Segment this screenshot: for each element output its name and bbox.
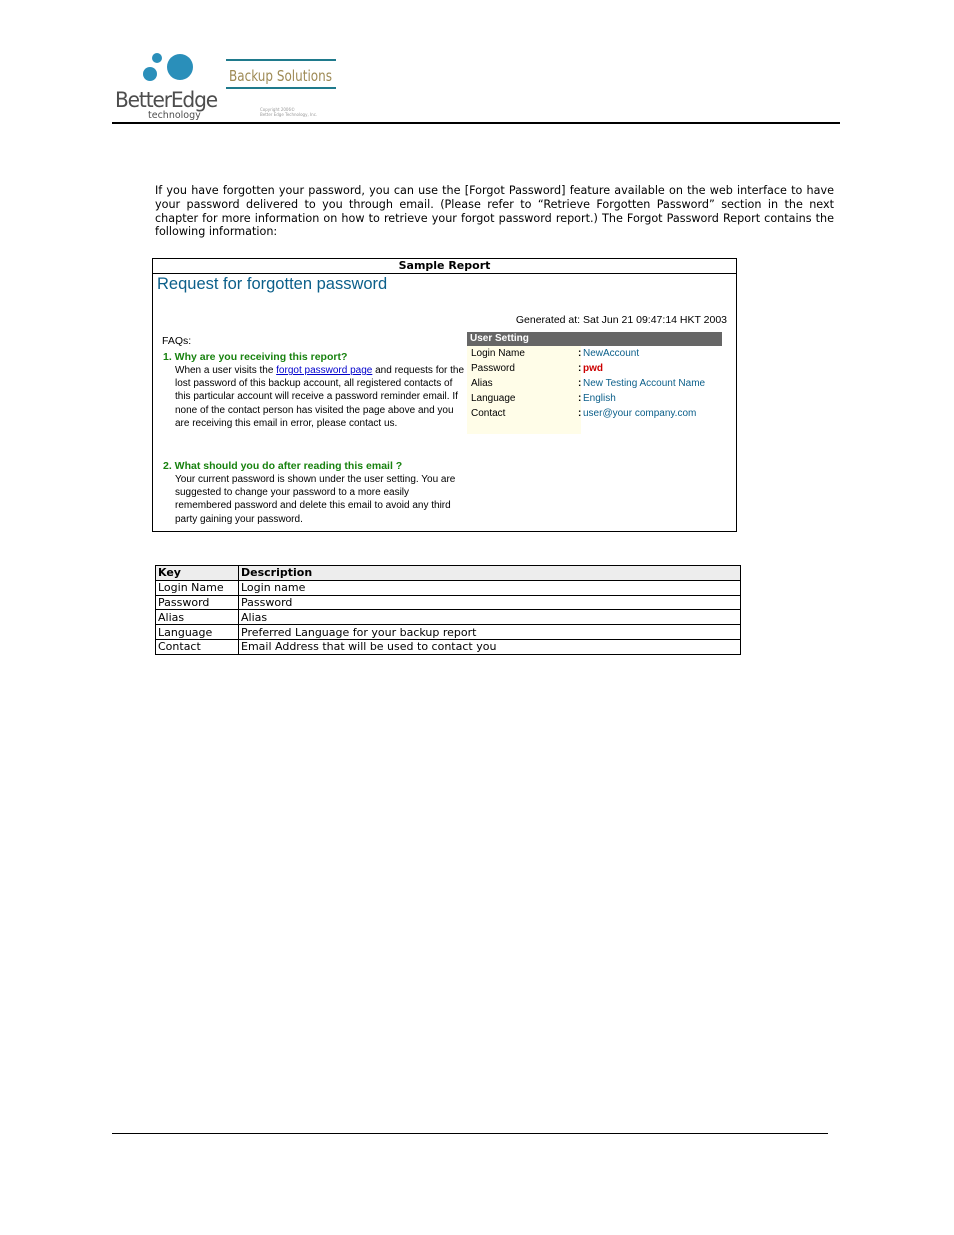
betteredge-logo-graphic [112, 48, 352, 122]
setting-value: NewAccount [583, 348, 640, 359]
user-setting-row [467, 361, 722, 376]
faq-answer-1-text-cont: and requests for the lost password of this backup account, all registered contacts of this particular account will receive a password reminder email. If none of the contact person has visited the page above and you are receiving this email in error, please contact us. [175, 365, 465, 429]
logo-product-name: Backup Solutions [229, 67, 333, 85]
logo-copyright-line1: Copyright 2006© [260, 107, 295, 112]
table-row [156, 580, 741, 595]
user-setting-header: User Setting [467, 332, 722, 346]
column-header-key: Key [156, 566, 239, 581]
table-row [156, 610, 741, 625]
table-row [156, 595, 741, 610]
table-header-row [156, 566, 741, 581]
table-cell-key: Alias [156, 610, 239, 625]
table-cell-description: Email Address that will be used to contact you [239, 639, 741, 654]
setting-value-password: pwd [583, 363, 603, 374]
setting-key: Language [471, 393, 516, 404]
table-row [156, 639, 741, 654]
report-title: Request for forgotten password [157, 275, 388, 293]
logo-company-sub: technology [148, 110, 201, 121]
user-setting-row [467, 406, 722, 421]
faq-answer-1 [175, 364, 465, 430]
table-cell-key: Password [156, 595, 239, 610]
logo-dot-medium [143, 67, 157, 81]
setting-colon: : [578, 408, 582, 419]
forgot-password-link[interactable]: forgot password page [276, 365, 373, 376]
logo-dot-small [152, 53, 162, 63]
user-setting-rows [467, 346, 706, 434]
setting-value: user@your company.com [583, 408, 697, 419]
table-cell-description: Password [239, 595, 741, 610]
intro-paragraph: If you have forgotten your password, you can use the [Forgot Password] feature available on the web interface to have your password delivered to you through email. (Please refer to “Retrieve Forgotten Password” section in the next chapter for more information on how to retrieve your forgot password report.) The Forgot Password Report contains the following information: [155, 184, 834, 239]
faq-question-1: 1. Why are you receiving this report? [163, 351, 348, 363]
setting-key: Login Name [471, 348, 525, 359]
user-setting-row [467, 391, 722, 406]
sample-report-body [153, 274, 736, 531]
faq-question-2: 2. What should you do after reading this email ? [163, 460, 403, 472]
setting-colon: : [578, 393, 582, 404]
user-setting-panel [467, 332, 722, 434]
user-setting-row [467, 376, 722, 391]
setting-key: Password [471, 363, 515, 374]
faq-answer-2: Your current password is shown under the user setting. You are suggested to change your password to a more easily remembered password and delete this email to avoid any third party gaining your password. [175, 474, 456, 525]
setting-key: Alias [471, 378, 493, 389]
table-row [156, 625, 741, 640]
setting-key: Contact [471, 408, 506, 419]
footer-divider [112, 1133, 828, 1134]
setting-colon: : [578, 363, 582, 374]
key-description-table [155, 565, 741, 655]
table-cell-key: Language [156, 625, 239, 640]
column-header-description: Description [239, 566, 741, 581]
table-cell-description: Alias [239, 610, 741, 625]
setting-colon: : [578, 378, 582, 389]
header-divider [112, 122, 840, 124]
company-logo [112, 48, 352, 122]
logo-company-name: BetterEdge [115, 88, 219, 112]
logo-copyright-line2: Better Edge Technology, Inc. [260, 112, 318, 117]
table-cell-description: Preferred Language for your backup report [239, 625, 741, 640]
logo-dot-large [167, 54, 193, 80]
table-cell-key: Contact [156, 639, 239, 654]
faq-answer-1-text: When a user visits the [175, 365, 277, 376]
sample-report-header: Sample Report [153, 259, 736, 274]
setting-value: New Testing Account Name [583, 378, 706, 389]
generated-timestamp: Generated at: Sat Jun 21 09:47:14 HKT 2003 [515, 314, 727, 326]
setting-colon: : [578, 348, 582, 359]
faqs-label: FAQs: [162, 335, 192, 347]
user-setting-row [467, 346, 722, 361]
table-cell-key: Login Name [156, 580, 239, 595]
sample-report [152, 258, 737, 532]
table-cell-description: Login name [239, 580, 741, 595]
setting-value: English [583, 393, 616, 404]
